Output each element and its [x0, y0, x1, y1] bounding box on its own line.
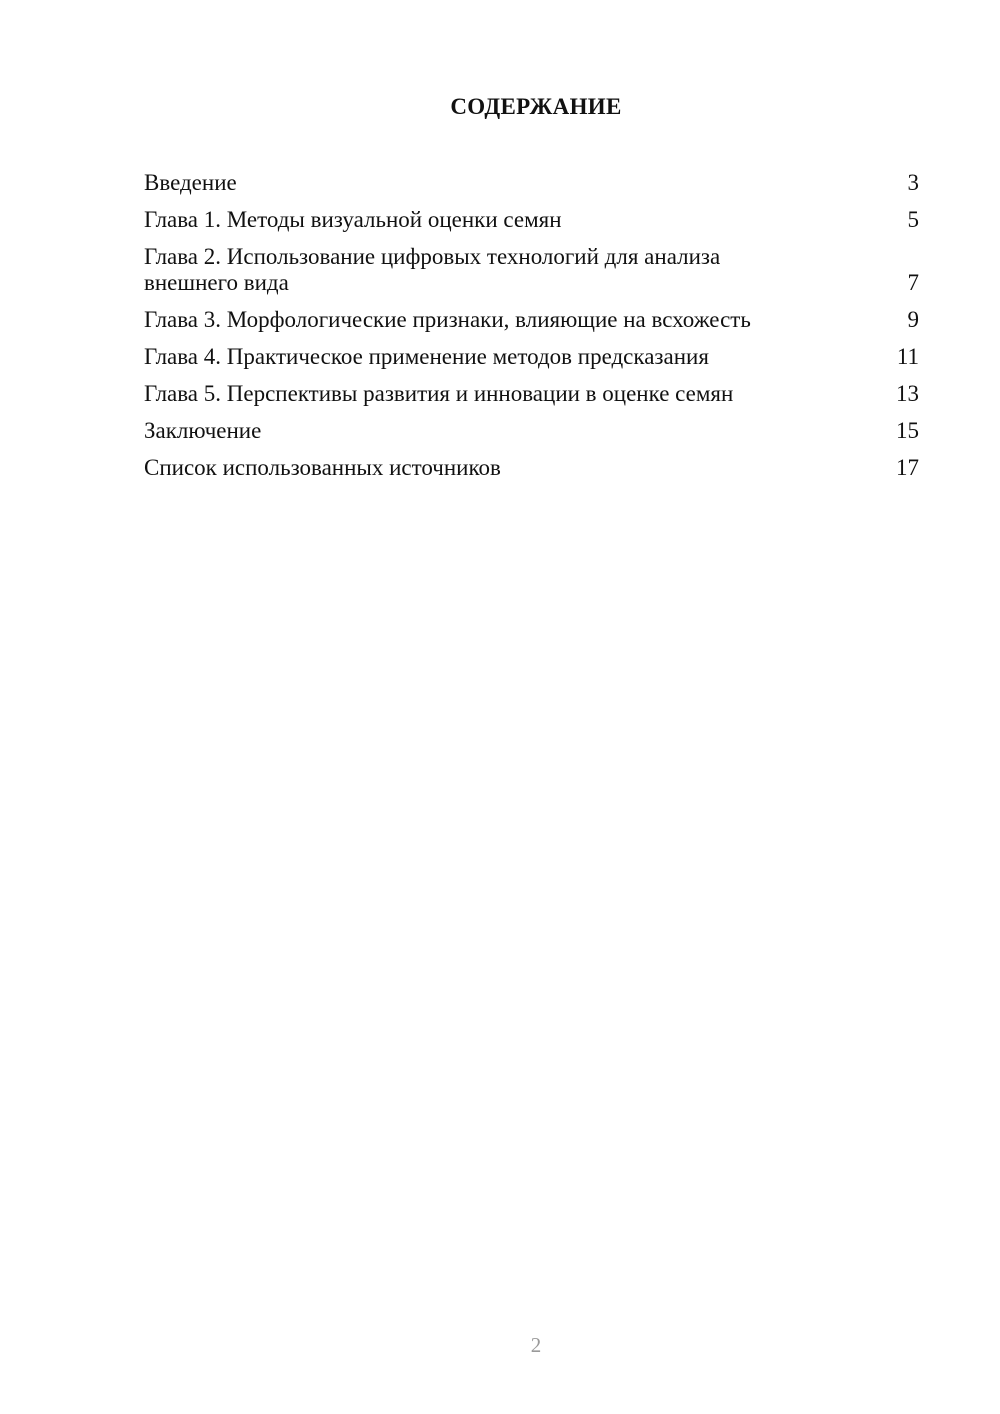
- toc-entry-page: 11: [896, 344, 919, 369]
- toc-entry-title: Глава 1. Методы визуальной оценки семян: [144, 207, 562, 232]
- toc-entry-title: Глава 4. Практическое применение методов предсказания: [144, 344, 709, 369]
- table-of-contents: [144, 170, 919, 492]
- toc-entry-page: 13: [896, 381, 919, 406]
- toc-entry: [144, 170, 919, 196]
- toc-entry-page: 9: [907, 307, 919, 332]
- toc-entry-title: Заключение: [144, 418, 262, 443]
- toc-entry-page: 3: [907, 170, 919, 195]
- toc-entry-title: Список использованных источников: [144, 455, 501, 480]
- toc-entry-title: Глава 3. Морфологические признаки, влияющие на всхожесть: [144, 307, 751, 332]
- toc-entry: [144, 455, 919, 481]
- toc-entry: [144, 344, 919, 370]
- toc-entry-page: 7: [907, 270, 919, 295]
- toc-entry: [144, 381, 919, 407]
- toc-entry-title: Глава 5. Перспективы развития и инновации в оценке семян: [144, 381, 734, 406]
- page-number: 2: [530, 1333, 542, 1357]
- toc-entry: [144, 207, 919, 233]
- toc-entry-page: 17: [896, 455, 919, 480]
- toc-entry-title: Глава 2. Использование цифровых технологий для анализа внешнего вида: [144, 244, 721, 295]
- toc-entry-title: Введение: [144, 170, 237, 195]
- page-title: СОДЕРЖАНИЕ: [450, 94, 622, 119]
- toc-entry: [144, 307, 919, 333]
- toc-entry-page: 15: [896, 418, 919, 443]
- toc-entry: [144, 244, 919, 296]
- toc-entry: [144, 418, 919, 444]
- toc-entry-page: 5: [907, 207, 919, 232]
